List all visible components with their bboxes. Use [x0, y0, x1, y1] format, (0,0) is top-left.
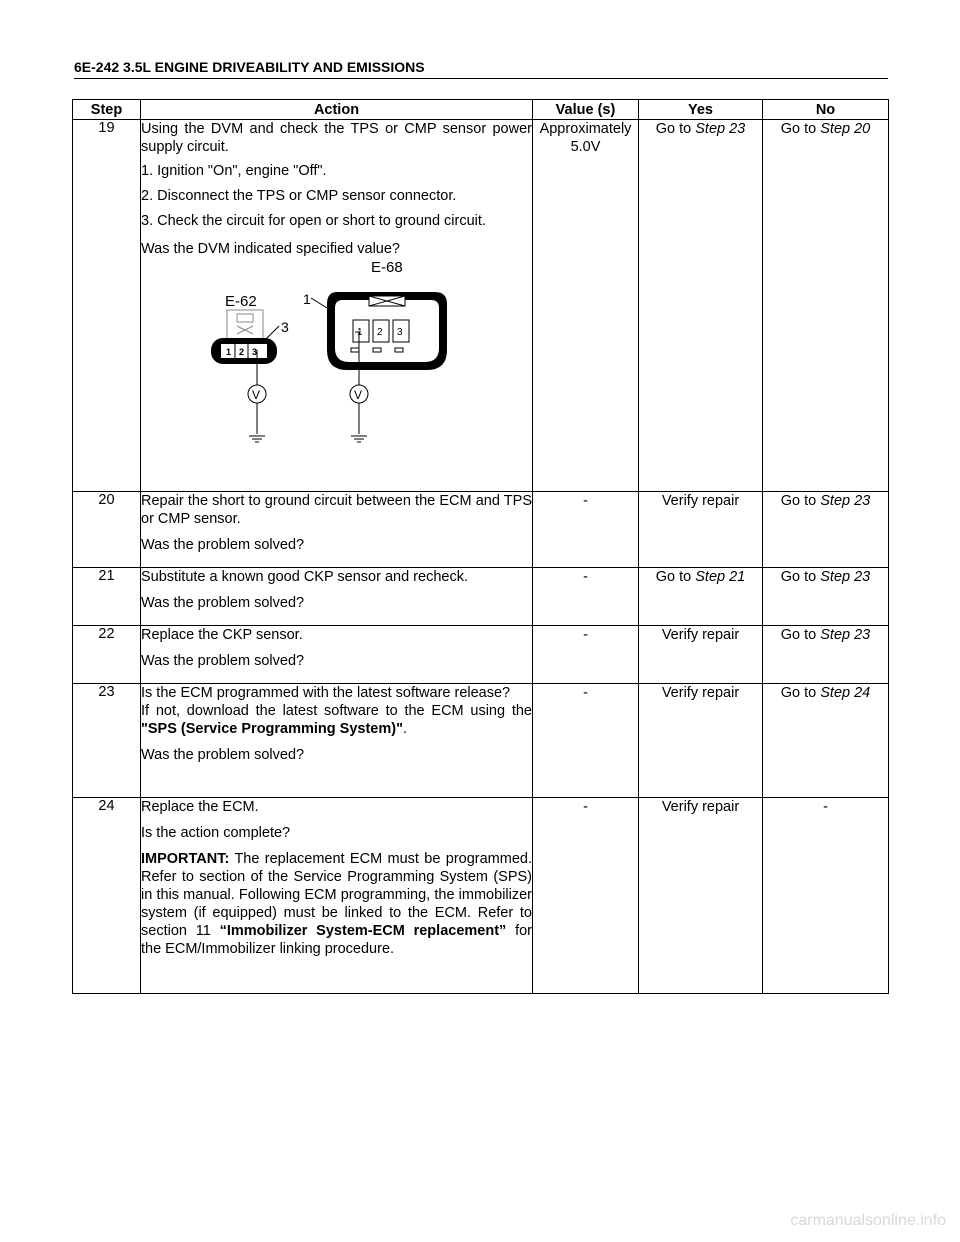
col-action: Action: [141, 100, 533, 120]
step-action: [141, 568, 533, 626]
e68-pin-3: 3: [397, 327, 403, 338]
step-number: 21: [73, 568, 141, 626]
step-value: -: [533, 568, 639, 626]
sps-reference: "SPS (Service Programming System)": [141, 721, 403, 737]
connector-e62-label: E-62: [225, 293, 257, 310]
col-value: Value (s): [533, 100, 639, 120]
no-step-link[interactable]: Step 23: [820, 493, 871, 509]
action-text: Using the DVM and check the TPS or CMP sensor power supply circuit.: [141, 121, 532, 155]
table-row-step-21: [73, 568, 889, 626]
action-substeps: [141, 162, 532, 230]
step-yes: Verify repair: [639, 798, 763, 994]
action-question: Was the problem solved?: [141, 653, 305, 669]
step-no: [763, 120, 889, 492]
step-action: [141, 492, 533, 568]
step-yes: [639, 568, 763, 626]
step-yes: Verify repair: [639, 684, 763, 798]
col-no: No: [763, 100, 889, 120]
step-action: [141, 684, 533, 798]
step-number: 24: [73, 798, 141, 994]
table-row-step-22: [73, 626, 889, 684]
e62-pin-1: 1: [226, 347, 232, 357]
connector-diagram: [141, 258, 517, 468]
page-header: 6E-242 3.5L ENGINE DRIVEABILITY AND EMISSIONS: [74, 56, 888, 79]
action-question: Was the problem solved?: [141, 537, 305, 553]
watermark: carmanualsonline.info: [790, 1212, 946, 1229]
e68-pin-2: 2: [377, 327, 383, 338]
immobilizer-reference: “Immobilizer System-ECM replacement”: [219, 923, 507, 939]
voltmeter-e62: [248, 385, 266, 403]
substep: 3. Check the circuit for open or short to ground circuit.: [141, 213, 486, 229]
step-value: -: [533, 798, 639, 994]
action-question: Is the action complete?: [141, 825, 291, 841]
step-value: -: [533, 492, 639, 568]
no-prefix: Go to: [780, 627, 821, 643]
ground-symbol: [249, 436, 265, 442]
action-text-part: .: [402, 721, 407, 737]
yes-prefix: Go to: [655, 121, 696, 137]
important-label: IMPORTANT:: [141, 851, 230, 867]
e62-pin-2: 2: [239, 347, 245, 357]
e62-pin-3: 3: [252, 347, 258, 357]
table-row-step-19: [73, 120, 889, 492]
value-line: 5.0V: [570, 139, 601, 155]
step-number: 22: [73, 626, 141, 684]
diagnostic-table: [72, 99, 889, 994]
ground-symbol: [351, 436, 367, 442]
no-step-link[interactable]: Step 20: [820, 121, 871, 137]
step-no: [763, 626, 889, 684]
table-header-row: [73, 100, 889, 120]
no-step-link[interactable]: Step 23: [820, 569, 871, 585]
substep: 2. Disconnect the TPS or CMP sensor connector.: [141, 188, 457, 204]
action-text: Substitute a known good CKP sensor and recheck.: [141, 569, 468, 585]
step-value: -: [533, 684, 639, 798]
step-action: [141, 120, 533, 492]
step-number: 23: [73, 684, 141, 798]
important-text: The replacement ECM must be programmed. Refer to section of the Service Programming System (SPS) in this manual. Following ECM programming, the immobilizer system (if equipped) must be linked to the ECM. Refer to section 11: [141, 851, 532, 939]
action-text: Is the ECM programmed with the latest software release?: [141, 685, 511, 701]
yes-prefix: Go to: [655, 569, 696, 585]
action-text: Repair the short to ground circuit between the ECM and TPS or CMP sensor.: [141, 493, 532, 527]
important-note: [141, 850, 532, 958]
action-question: Was the problem solved?: [141, 747, 305, 763]
step-value: -: [533, 626, 639, 684]
table-row-step-20: [73, 492, 889, 568]
no-prefix: Go to: [780, 569, 821, 585]
no-prefix: Go to: [780, 121, 821, 137]
meter-label: V: [252, 388, 261, 402]
step-yes: [639, 120, 763, 492]
no-step-link[interactable]: Step 24: [820, 685, 871, 701]
e68-pin-1: 1: [357, 327, 363, 338]
action-text: Replace the CKP sensor.: [141, 627, 303, 643]
no-prefix: Go to: [780, 685, 821, 701]
step-number: 20: [73, 492, 141, 568]
step-no: -: [763, 798, 889, 994]
action-question: Was the problem solved?: [141, 595, 305, 611]
voltmeter-e68: [350, 385, 368, 403]
table-row-step-24: [73, 798, 889, 994]
no-prefix: Go to: [780, 493, 821, 509]
no-step-link[interactable]: Step 23: [820, 627, 871, 643]
step-action: [141, 798, 533, 994]
action-text: [141, 702, 532, 738]
value-line: Approximately: [539, 121, 632, 137]
meter-label: V: [354, 388, 363, 402]
action-text-part: If not, download the latest software to the ECM using the: [141, 703, 532, 719]
table-row-step-23: [73, 684, 889, 798]
step-value: [533, 120, 639, 492]
action-text: Replace the ECM.: [141, 799, 259, 815]
step-no: [763, 684, 889, 798]
connector-e62: [211, 310, 277, 364]
yes-step-link[interactable]: Step 23: [695, 121, 746, 137]
substep: 1. Ignition "On", engine "Off".: [141, 163, 327, 179]
step-yes: Verify repair: [639, 626, 763, 684]
step-number: 19: [73, 120, 141, 492]
step-yes: Verify repair: [639, 492, 763, 568]
connector-e68-label: E-68: [371, 259, 403, 276]
pin-callout-3: 3: [281, 319, 289, 335]
important-text: for the ECM/Immobilizer linking procedure.: [141, 923, 533, 957]
col-yes: Yes: [639, 100, 763, 120]
yes-step-link[interactable]: Step 21: [695, 569, 746, 585]
action-question: Was the DVM indicated specified value?: [141, 241, 400, 257]
step-no: [763, 492, 889, 568]
connector-e68: [327, 292, 447, 370]
step-action: [141, 626, 533, 684]
step-no: [763, 568, 889, 626]
pin-callout-1: 1: [303, 291, 311, 307]
col-step: Step: [73, 100, 141, 120]
